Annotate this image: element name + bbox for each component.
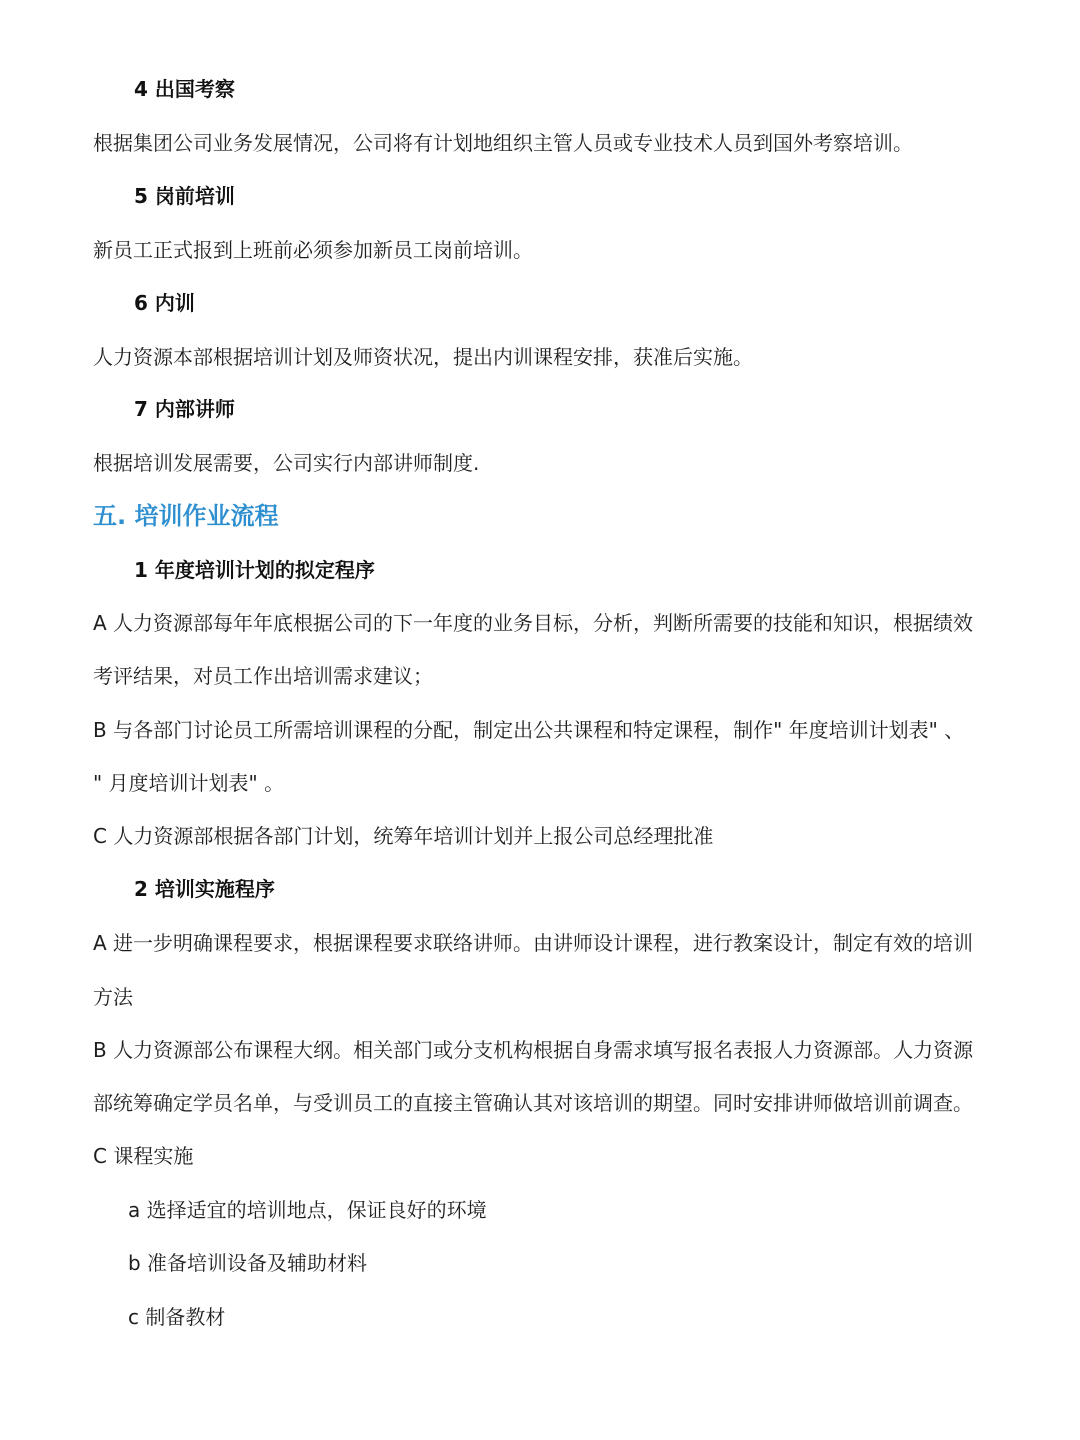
paragraph: 考评结果，对员工作出培训需求建议； (93, 664, 433, 688)
paragraph: A 进一步明确课程要求，根据课程要求联络讲师。由讲师设计课程，进行教案设计，制定有效的培训 (93, 931, 974, 955)
list-item: b 准备培训设备及辅助材料 (128, 1251, 368, 1275)
section-heading-overseas-inspection: 4 出国考察 (134, 77, 235, 101)
list-item: c 制备教材 (128, 1305, 226, 1329)
paragraph: B 与各部门讨论员工所需培训课程的分配，制定出公共课程和特定课程，制作" 年度培训计划表" 、 (93, 718, 965, 742)
section-heading-internal-training: 6 内训 (134, 291, 195, 315)
section-heading-implementation-procedure: 2 培训实施程序 (134, 877, 275, 901)
paragraph: 人力资源本部根据培训计划及师资状况，提出内训课程安排，获准后实施。 (93, 345, 753, 369)
paragraph: " 月度培训计划表" 。 (93, 771, 285, 795)
section-heading-annual-plan-procedure: 1 年度培训计划的拟定程序 (134, 558, 375, 582)
paragraph: 新员工正式报到上班前必须参加新员工岗前培训。 (93, 238, 533, 262)
paragraph: B 人力资源部公布课程大纲。相关部门或分支机构根据自身需求填写报名表报人力资源部。人力资源 (93, 1038, 974, 1062)
list-item: a 选择适宜的培训地点，保证良好的环境 (128, 1198, 487, 1222)
paragraph: 部统筹确定学员名单，与受训员工的直接主管确认其对该培训的期望。同时安排讲师做培训前调查。 (93, 1091, 973, 1115)
chapter-heading-training-workflow: 五. 培训作业流程 (93, 502, 279, 530)
paragraph: A 人力资源部每年年底根据公司的下一年度的业务目标，分析，判断所需要的技能和知识，根据绩效 (93, 611, 974, 635)
section-heading-internal-lecturer: 7 内部讲师 (134, 397, 235, 421)
section-heading-pre-job-training: 5 岗前培训 (134, 184, 235, 208)
paragraph: C 课程实施 (93, 1144, 194, 1168)
paragraph: C 人力资源部根据各部门计划，统筹年培训计划并上报公司总经理批准 (93, 824, 714, 848)
paragraph: 方法 (93, 985, 133, 1009)
paragraph: 根据培训发展需要，公司实行内部讲师制度. (93, 451, 480, 475)
paragraph: 根据集团公司业务发展情况，公司将有计划地组织主管人员或专业技术人员到国外考察培训。 (93, 131, 913, 155)
